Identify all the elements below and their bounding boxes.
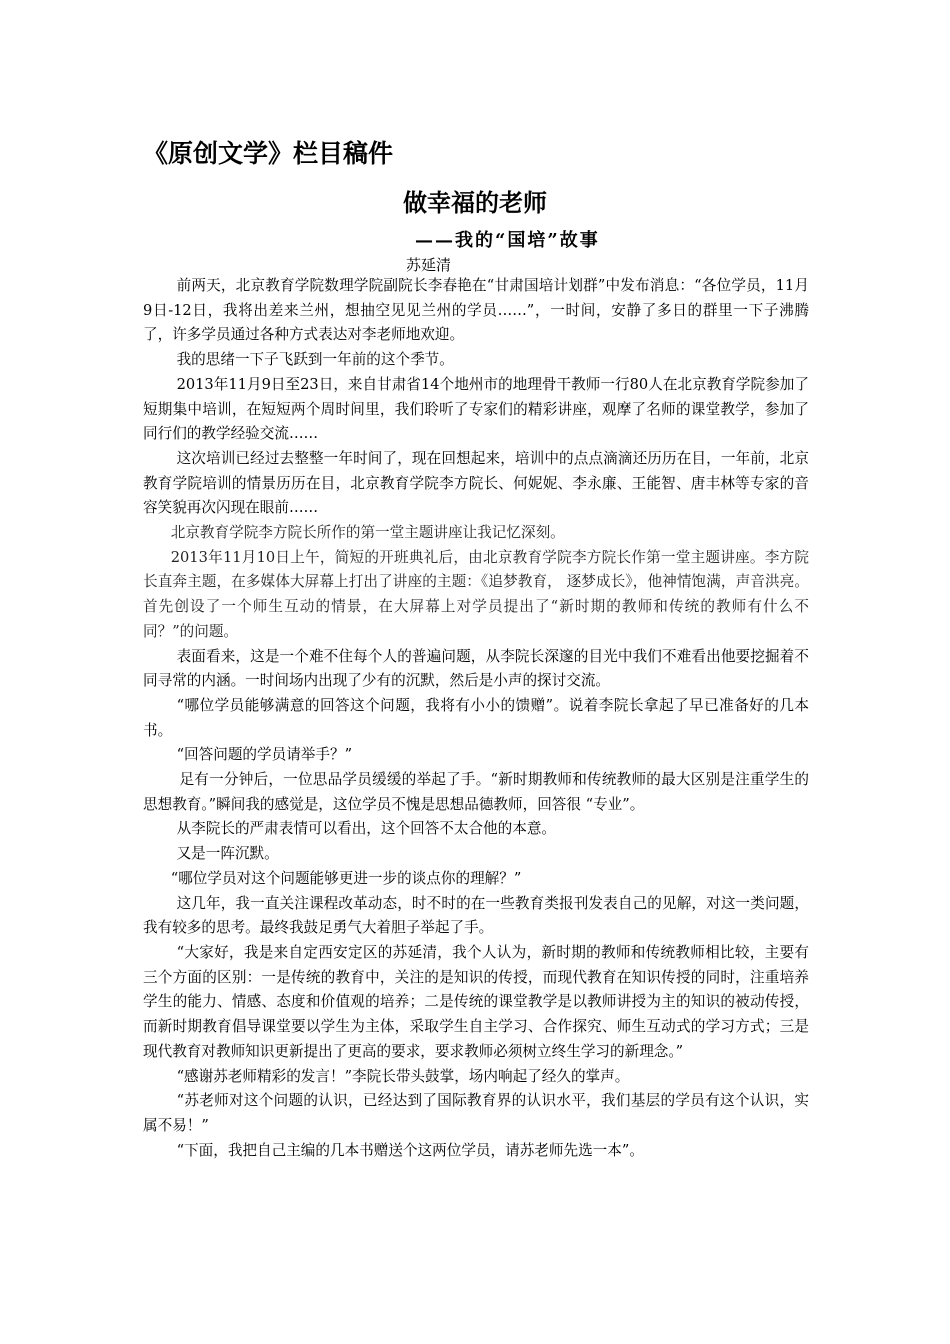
paragraph: 2013年11月9日至23日，来自甘肃省14个地州市的地理骨干教师一行80人在北京教育学院参加了短期集中培训，在短短两个周时间里，我们聆听了专家们的精彩讲座，观摩了名师的课堂教学，参加了同行们的教学经验交流…… bbox=[143, 375, 809, 443]
article-title-text: 做幸福的老师 bbox=[403, 189, 547, 217]
paragraph: 表面看来，这是一个难不住每个人的普遍问题，从李院长深邃的目光中我们不难看出他要挖掘着不同寻常的内涵。一时间场内出现了少有的沉默，然后是小声的探讨交流。 bbox=[143, 647, 809, 690]
paragraph: 从李院长的严肃表情可以看出，这个回答不太合他的本意。 bbox=[176, 820, 557, 838]
paragraph: “苏老师对这个问题的认识，已经达到了国际教育界的认识水平，我们基层的学员有这个认识，实属不易！” bbox=[143, 1092, 809, 1134]
paragraph: “大家好，我是来自定西安定区的苏延清，我个人认为，新时期的教师和传统教师相比较，主要有三个方面的区别：一是传统的教育中，关注的是知识的传授，而现代教育在知识传授的同时，注重培养学生的能力、情感、态度和价值观的培养；二是传统的课堂教学是以教师讲授为主的知识的被动传授，而新时期教育倡导课堂要以学生为主体，采取学生自主学习、合作探究、师生互动式的学习方式；三是现代教育对教师知识更新提出了更高的要求，要求教师必须树立终生学习的新理念。” bbox=[143, 943, 809, 1060]
column-title: 《原创文学》栏目稿件 bbox=[143, 139, 394, 168]
paragraph: “回答问题的学员请举手？” bbox=[176, 746, 353, 764]
paragraph: 2013年11月10日上午，简短的开班典礼后，由北京教育学院李方院长作第一堂主题讲座。李方院长直奔主题，在多媒体大屏幕上打出了讲座的主题：《追梦教育， 逐梦成长》，他神情饱满，声音洪亮。首先创设了一个师生互动的情景，在大屏幕上对学员提出了“新时期的教师和传统的教师有什么不同？”的问题。 bbox=[143, 548, 809, 640]
author-name: 苏延清 bbox=[406, 256, 452, 274]
paragraph: 我的思绪一下子飞跃到一年前的这个季节。 bbox=[176, 351, 454, 369]
paragraph: 北京教育学院李方院长所作的第一堂主题讲座让我记忆深刻。 bbox=[170, 524, 565, 542]
paragraph: 这几年，我一直关注课程改革动态，时不时的在一些教育类报刊发表自己的见解，对这一类问题，我有较多的思考。最终我鼓足勇气大着胆子举起了手。 bbox=[143, 894, 809, 937]
article-body bbox=[143, 274, 809, 1163]
paragraph: 这次培训已经过去整整一年时间了，现在回想起来，培训中的点点滴滴还历历在目，一年前，北京教育学院培训的情景历历在目，北京教育学院李方院长、何妮妮、李永廉、王能智、唐丰林等专家的音容笑貌再次闪现在眼前…… bbox=[143, 449, 809, 517]
paragraph: “感谢苏老师精彩的发言！”李院长带头鼓掌，场内响起了经久的掌声。 bbox=[176, 1067, 630, 1085]
paragraph: 前两天，北京教育学院数理学院副院长李春艳在“甘肃国培计划群”中发布消息：“各位学员，11月9日-12日，我将出差来兰州，想抽空见见兰州的学员……”，一时间，安静了多日的群里一下子沸腾了，许多学员通过各种方式表达对李老师地欢迎。 bbox=[143, 277, 809, 344]
article-title bbox=[0, 183, 950, 218]
paragraph: “哪位学员能够满意的回答这个问题，我将有小小的馈赠”。说着李院长拿起了早已准备好的几本书。 bbox=[143, 696, 809, 739]
paragraph: “哪位学员对这个问题能够更进一步的谈点你的理解？” bbox=[170, 869, 522, 887]
paragraph: 又是一阵沉默。 bbox=[176, 845, 279, 863]
paragraph: 足有一分钟后，一位思品学员缓缓的举起了手。“新时期教师和传统教师的最大区别是注重学生的思想教育。”瞬间我的感觉是，这位学员不愧是思想品德教师，回答很 “专业”。 bbox=[143, 771, 809, 813]
paragraph: “下面，我把自己主编的几本书赠送个这两位学员，请苏老师先选一本”。 bbox=[176, 1141, 644, 1159]
article-subtitle: ——我的“国培”故事 bbox=[415, 230, 600, 251]
